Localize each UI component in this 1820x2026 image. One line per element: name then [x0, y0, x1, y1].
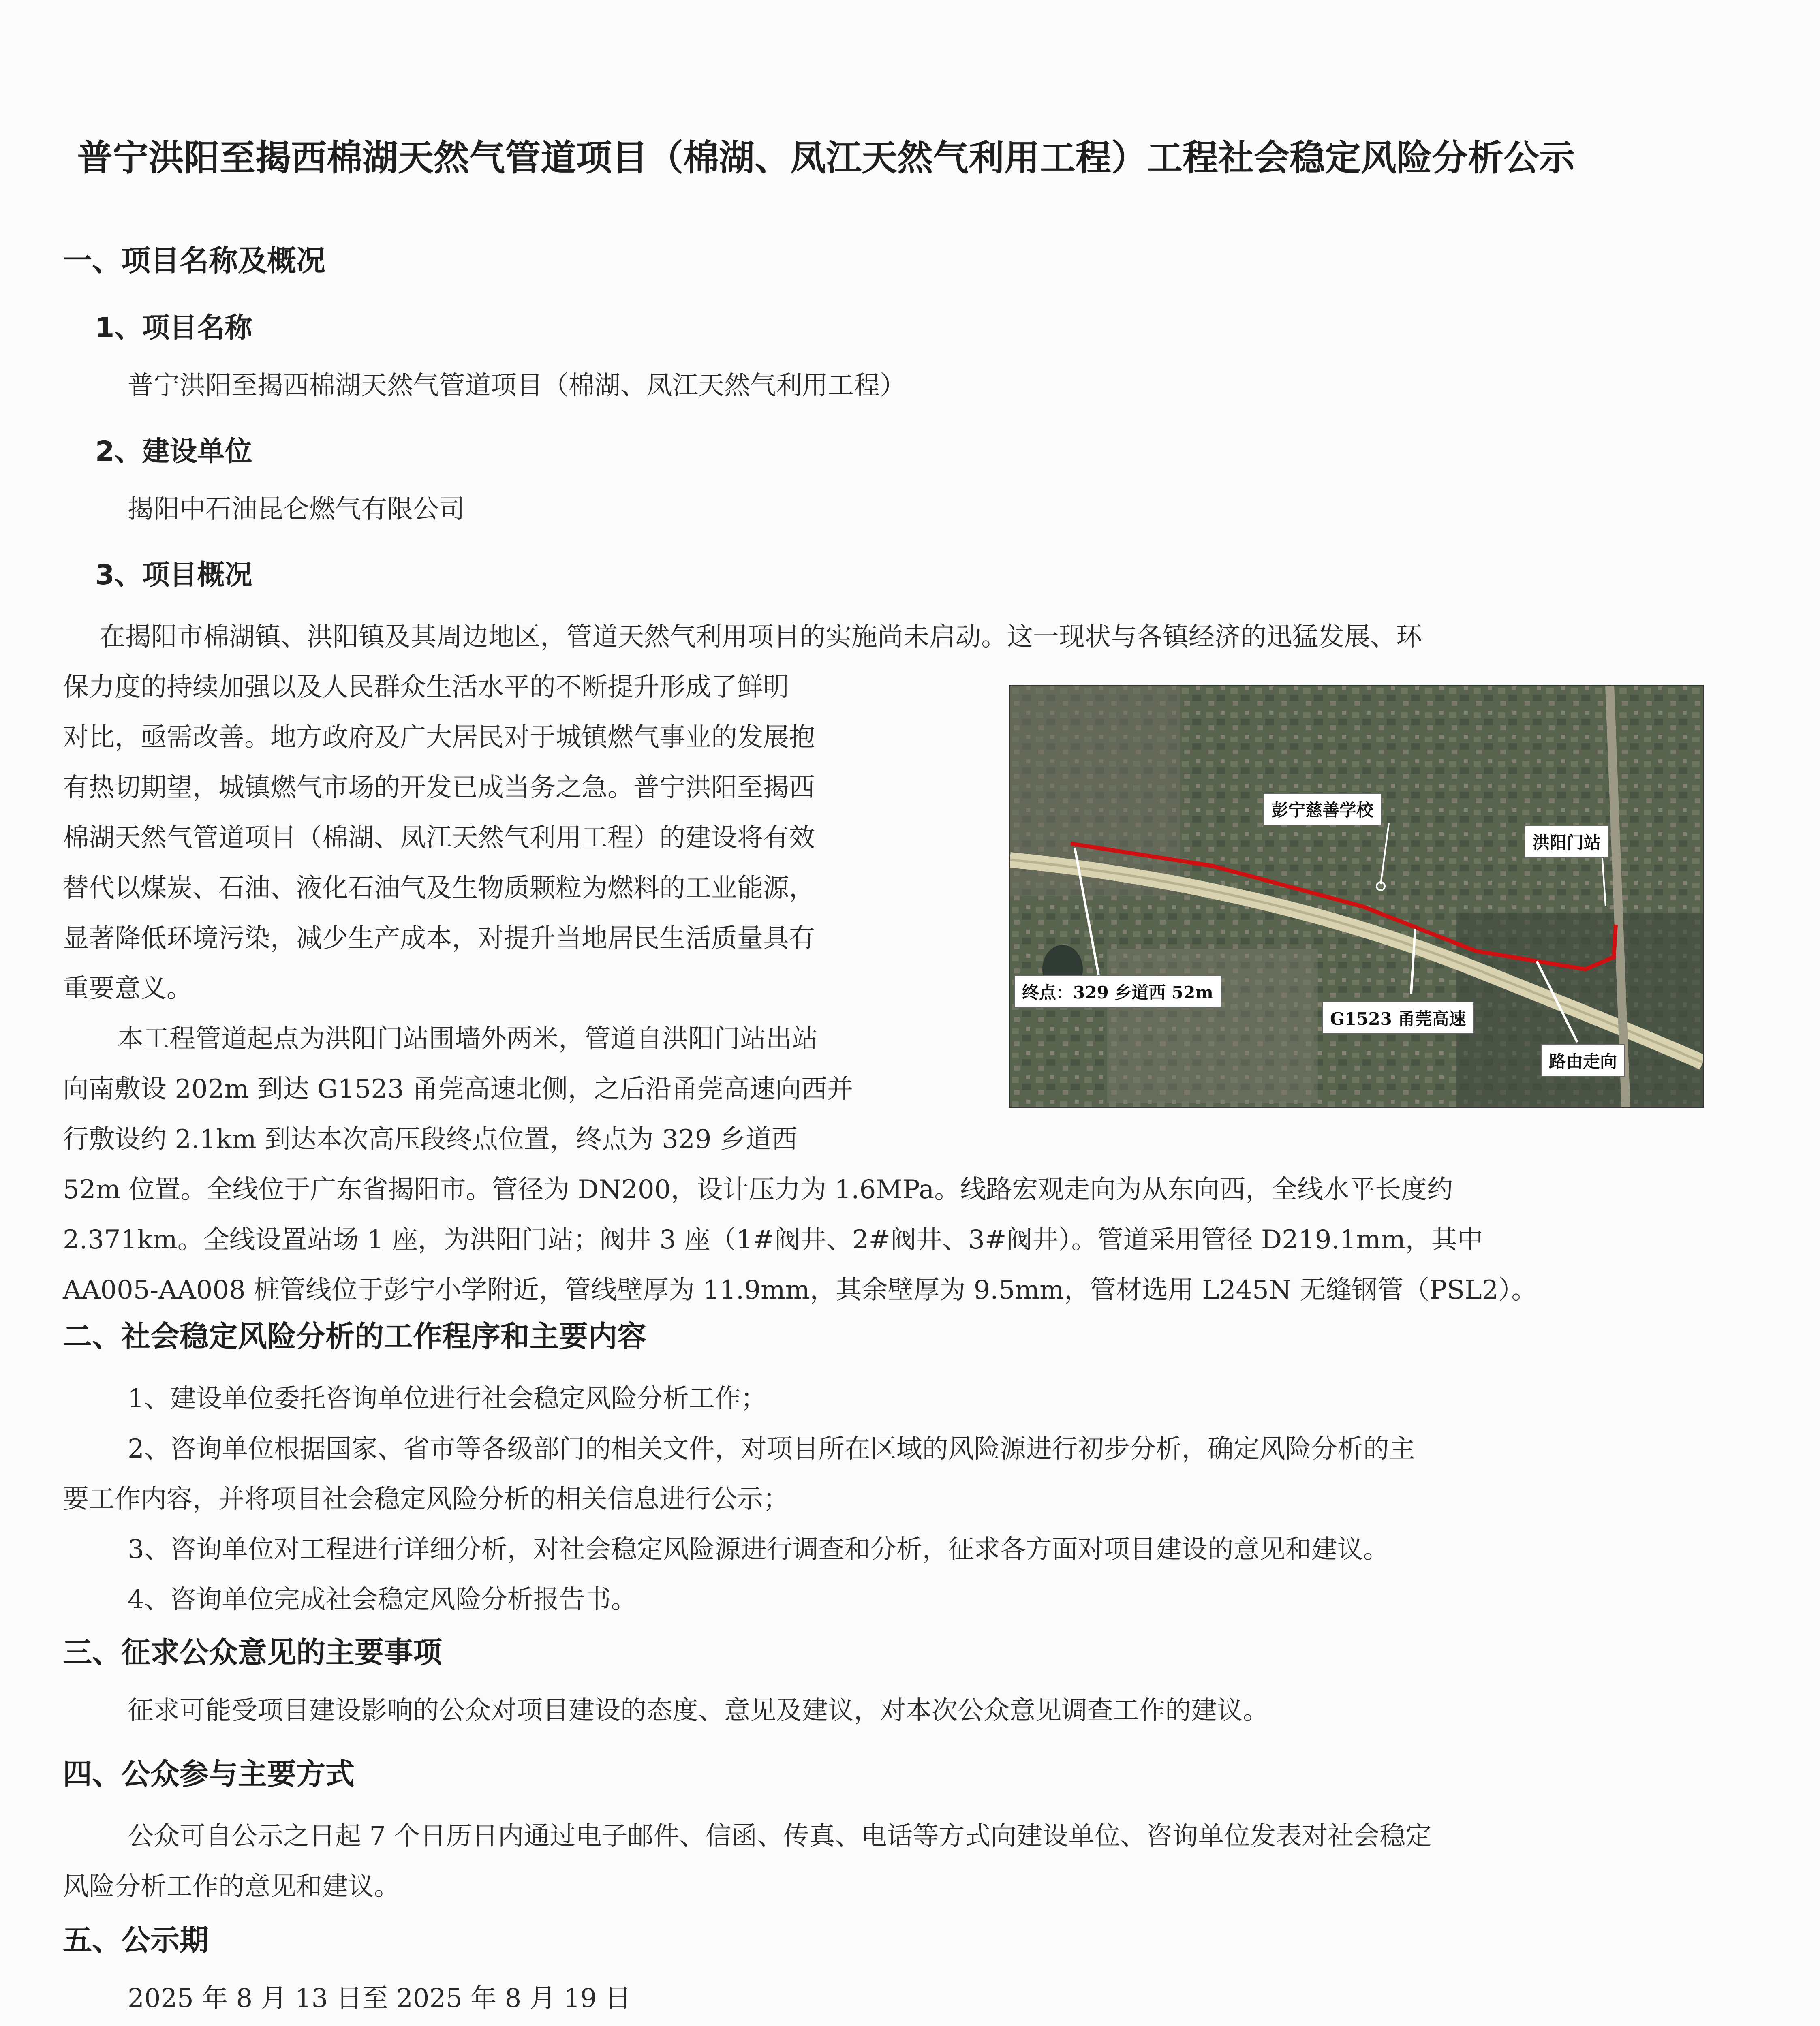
- participation-line2: 风险分析工作的意见和建议。: [63, 1872, 400, 1902]
- overview-p1-line8: 重要意义。: [63, 974, 192, 1004]
- map-label-endpoint: 终点：329 乡道西 52m: [1014, 975, 1221, 1008]
- overview-p2-line5: 2.371km。全线设置站场 1 座，为洪阳门站；阀井 3 座（1#阀井、2#阀井、3#阀井）。管道采用管径 D219.1mm，其中: [63, 1225, 1483, 1255]
- map-label-station: 洪阳门站: [1525, 825, 1609, 858]
- procedure-item-4: 4、咨询单位完成社会稳定风险分析报告书。: [128, 1585, 637, 1615]
- overview-p2-line3: 行敷设约 2.1km 到达本次高压段终点位置，终点为 329 乡道西: [63, 1124, 798, 1154]
- overview-p1-line1: 在揭阳市棉湖镇、洪阳镇及其周边地区，管道天然气利用项目的实施尚未启动。这一现状与各镇经济的迅猛发展、环: [99, 622, 1422, 652]
- section-1-heading: 一、项目名称及概况: [63, 244, 326, 278]
- publicity-period-text: 2025 年 8 月 13 日至 2025 年 8 月 19 日: [128, 1983, 631, 2013]
- procedure-item-2-line2: 要工作内容，并将项目社会稳定风险分析的相关信息进行公示；: [63, 1484, 789, 1514]
- overview-p1-line5: 棉湖天然气管道项目（棉湖、凤江天然气利用工程）的建设将有效: [63, 823, 815, 853]
- overview-p2-line6: AA005-AA008 桩管线位于彭宁小学附近，管线壁厚为 11.9mm，其余壁厚为 9.5mm，管材选用 L245N 无缝钢管（PSL2）。: [63, 1275, 1538, 1305]
- overview-p1-line6: 替代以煤炭、石油、液化石油气及生物质颗粒为燃料的工业能源，: [63, 873, 815, 903]
- project-name-heading: 1、项目名称: [95, 312, 252, 344]
- map-label-highway: G1523 甬莞高速: [1322, 1002, 1474, 1034]
- procedure-item-3: 3、咨询单位对工程进行详细分析，对社会稳定风险源进行调查和分析，征求各方面对项目建设的意见和建议。: [128, 1534, 1389, 1564]
- builder-text: 揭阳中石油昆仑燃气有限公司: [128, 494, 465, 524]
- section-3-heading: 三、征求公众意见的主要事项: [63, 1635, 443, 1669]
- overview-p2-line4: 52m 位置。全线位于广东省揭阳市。管径为 DN200，设计压力为 1.6MPa。线路宏观走向为从东向西，全线水平长度约: [63, 1175, 1453, 1205]
- overview-p2-line2: 向南敷设 202m 到达 G1523 甬莞高速北侧，之后沿甬莞高速向西并: [63, 1074, 853, 1104]
- page-title: 普宁洪阳至揭西棉湖天然气管道项目（棉湖、凤江天然气利用工程）工程社会稳定风险分析公示: [77, 137, 1575, 179]
- section-2-heading: 二、社会稳定风险分析的工作程序和主要内容: [63, 1319, 647, 1353]
- overview-p2-line1: 本工程管道起点为洪阳门站围墙外两米，管道自洪阳门站出站: [118, 1024, 818, 1054]
- satellite-map: [1010, 686, 1703, 1107]
- route-map-image: [1009, 685, 1704, 1108]
- participation-line1: 公众可自公示之日起 7 个日历日内通过电子邮件、信函、传真、电话等方式向建设单位、咨询单位发表对社会稳定: [128, 1821, 1432, 1851]
- builder-heading: 2、建设单位: [95, 436, 252, 468]
- project-name-text: 普宁洪阳至揭西棉湖天然气管道项目（棉湖、凤江天然气利用工程）: [128, 371, 906, 401]
- overview-p1-line7: 显著降低环境污染，减少生产成本，对提升当地居民生活质量具有: [63, 923, 815, 953]
- section-5-heading: 五、公示期: [63, 1923, 209, 1957]
- procedure-item-1: 1、建设单位委托咨询单位进行社会稳定风险分析工作；: [128, 1384, 767, 1414]
- procedure-item-2-line1: 2、咨询单位根据国家、省市等各级部门的相关文件，对项目所在区域的风险源进行初步分析，确定风险分析的主: [128, 1434, 1415, 1464]
- overview-p1-line3: 对比，亟需改善。地方政府及广大居民对于城镇燃气事业的发展抱: [63, 722, 815, 752]
- section-4-heading: 四、公众参与主要方式: [63, 1757, 355, 1791]
- map-label-route: 路由走向: [1541, 1044, 1625, 1077]
- overview-p1-line2: 保力度的持续加强以及人民群众生活水平的不断提升形成了鲜明: [63, 672, 789, 702]
- overview-heading: 3、项目概况: [95, 559, 252, 591]
- map-label-school: 彭宁慈善学校: [1263, 793, 1382, 825]
- overview-p1-line4: 有热切期望，城镇燃气市场的开发已成当务之急。普宁洪阳至揭西: [63, 773, 815, 803]
- public-opinion-text: 征求可能受项目建设影响的公众对项目建设的态度、意见及建议，对本次公众意见调查工作的建议。: [128, 1696, 1269, 1726]
